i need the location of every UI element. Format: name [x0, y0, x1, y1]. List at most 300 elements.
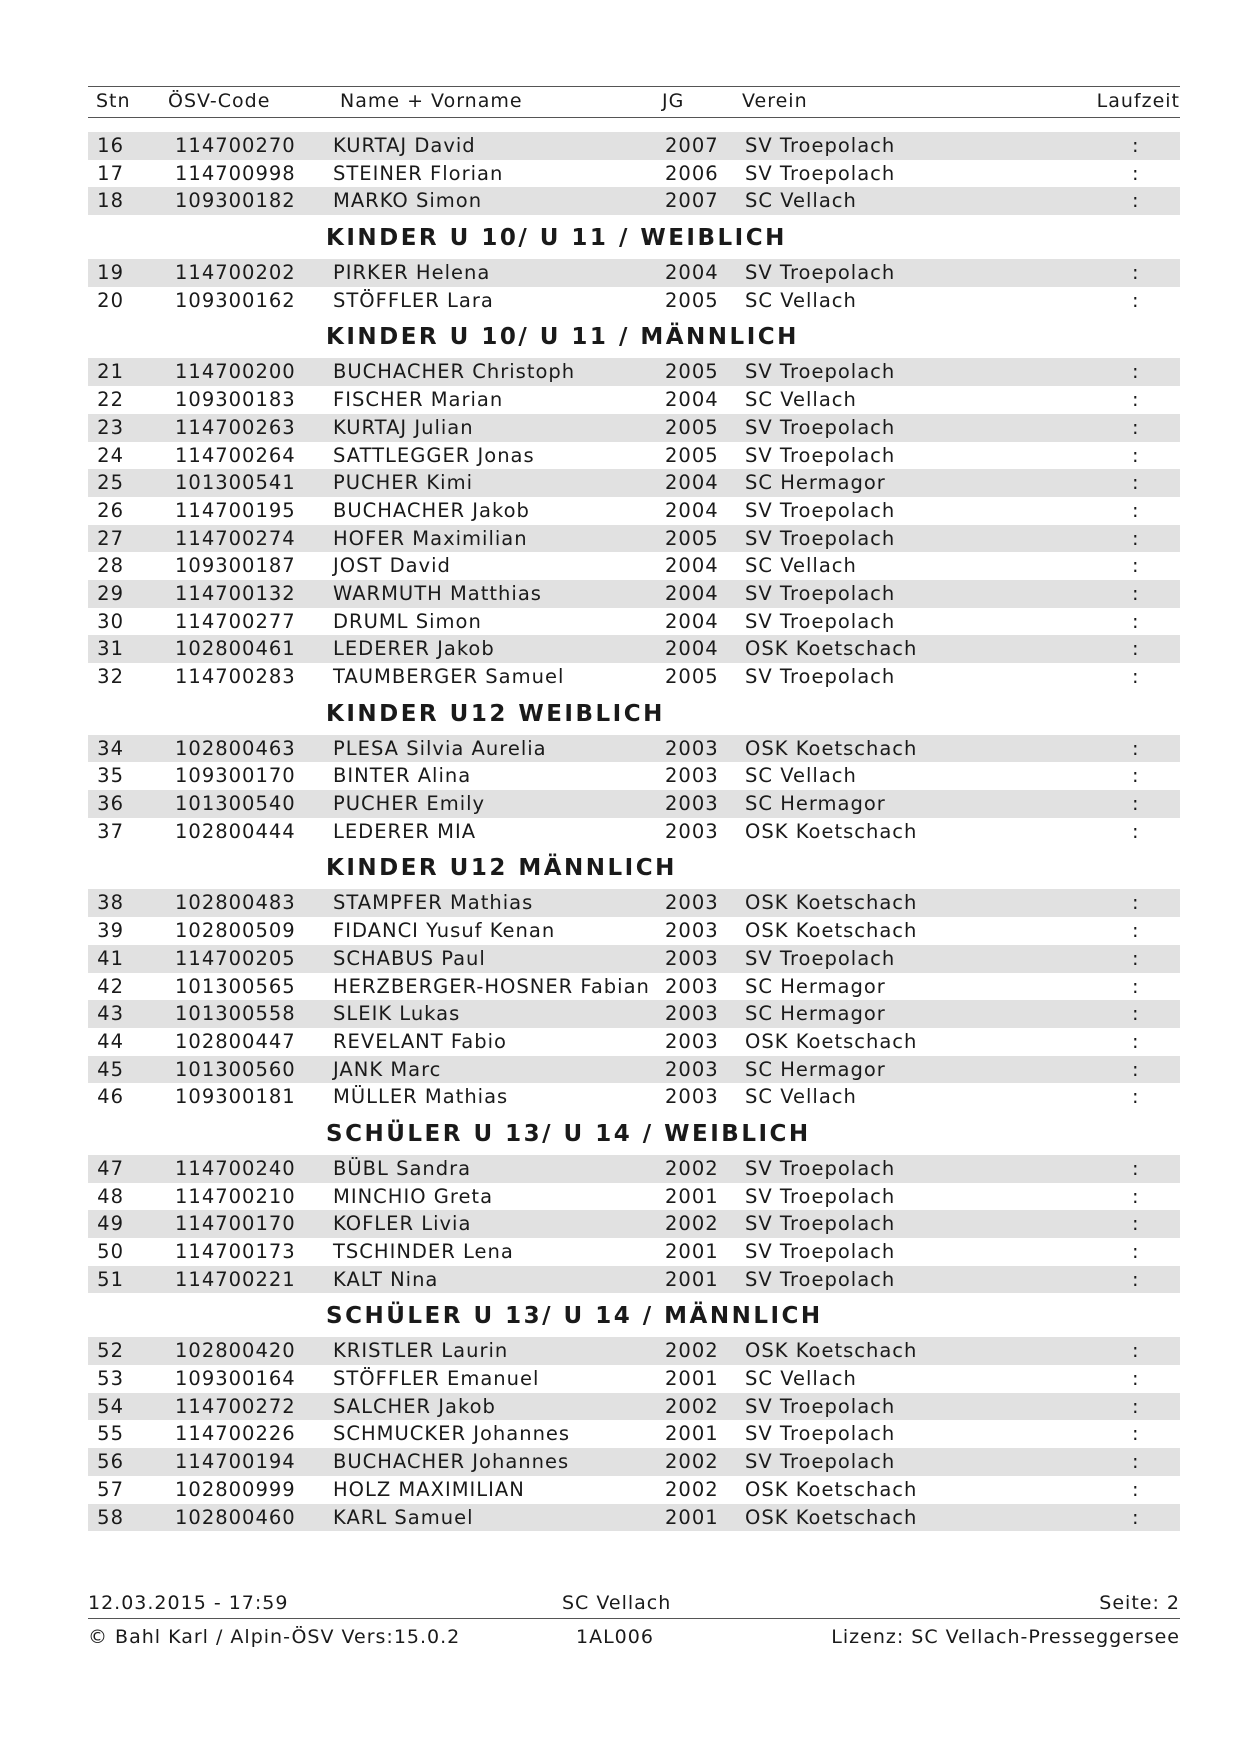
- cell-laufzeit: :: [1132, 1339, 1140, 1363]
- cell-verein: OSK Koetschach: [745, 1029, 918, 1053]
- cell-code: 102800447: [175, 1029, 296, 1053]
- cell-code: 101300560: [175, 1057, 296, 1081]
- cell-verein: SV Troepolach: [745, 360, 896, 384]
- footer-line-2: [88, 1622, 1180, 1652]
- cell-jg: 2004: [665, 498, 719, 522]
- footer-datetime: 12.03.2015 - 17:59: [88, 1592, 289, 1614]
- cell-stn: 34: [97, 736, 124, 760]
- cell-name: LEDERER Jakob: [333, 637, 495, 661]
- cell-jg: 2001: [665, 1240, 719, 1263]
- cell-code: 114700205: [175, 946, 296, 970]
- cell-jg: 2003: [665, 891, 719, 915]
- cell-laufzeit: :: [1132, 891, 1140, 915]
- cell-jg: 2001: [665, 1184, 719, 1208]
- category-heading: [88, 845, 1180, 889]
- category-title: SCHÜLER U 13/ U 14 / MÄNNLICH: [326, 1303, 823, 1330]
- cell-laufzeit: :: [1132, 415, 1140, 439]
- cell-laufzeit: :: [1132, 974, 1140, 998]
- cell-stn: 19: [97, 261, 124, 285]
- cell-code: 101300565: [175, 974, 296, 998]
- cell-code: 102800463: [175, 736, 296, 760]
- cell-jg: 2006: [665, 161, 719, 185]
- cell-stn: 50: [97, 1240, 124, 1263]
- header-jg: JG: [662, 90, 685, 112]
- cell-name: STEINER Florian: [333, 161, 504, 185]
- cell-stn: 36: [97, 792, 124, 816]
- cell-name: SLEIK Lukas: [333, 1002, 461, 1026]
- cell-name: TAUMBERGER Samuel: [333, 665, 565, 688]
- cell-verein: SV Troepolach: [745, 498, 896, 522]
- cell-stn: 41: [97, 946, 124, 970]
- cell-jg: 2003: [665, 1085, 719, 1109]
- cell-laufzeit: :: [1132, 665, 1140, 688]
- cell-jg: 2003: [665, 736, 719, 760]
- cell-verein: SV Troepolach: [745, 1184, 896, 1208]
- cell-laufzeit: :: [1132, 1394, 1140, 1418]
- table-row: [88, 386, 1180, 414]
- cell-verein: SV Troepolach: [745, 134, 896, 157]
- cell-verein: SC Hermagor: [745, 1057, 886, 1081]
- cell-stn: 30: [97, 609, 124, 633]
- table-row: [88, 497, 1180, 525]
- cell-jg: 2005: [665, 665, 719, 688]
- cell-code: 114700277: [175, 609, 296, 633]
- footer-copyright: © Bahl Karl / Alpin-ÖSV Vers:15.0.2: [88, 1626, 461, 1648]
- cell-code: 114700270: [175, 134, 296, 157]
- category-heading: [88, 1293, 1180, 1337]
- table-row: [88, 552, 1180, 580]
- cell-jg: 2004: [665, 261, 719, 285]
- cell-stn: 25: [97, 471, 124, 495]
- cell-code: 114700170: [175, 1212, 296, 1236]
- cell-name: SCHABUS Paul: [333, 946, 486, 970]
- footer-page: Seite: 2: [1099, 1592, 1180, 1614]
- cell-name: HOFER Maximilian: [333, 526, 528, 550]
- cell-laufzeit: :: [1132, 1057, 1140, 1081]
- cell-stn: 47: [97, 1156, 124, 1180]
- table-row: [88, 635, 1180, 663]
- cell-code: 114700210: [175, 1184, 296, 1208]
- category-heading: [88, 314, 1180, 358]
- cell-verein: SV Troepolach: [745, 443, 896, 467]
- cell-code: 102800509: [175, 919, 296, 943]
- cell-verein: OSK Koetschach: [745, 819, 918, 843]
- cell-stn: 58: [97, 1505, 124, 1529]
- cell-laufzeit: :: [1132, 792, 1140, 816]
- category-title: KINDER U12 MÄNNLICH: [326, 855, 677, 882]
- table-row: [88, 1476, 1180, 1504]
- cell-verein: SV Troepolach: [745, 609, 896, 633]
- cell-stn: 48: [97, 1184, 124, 1208]
- cell-laufzeit: :: [1132, 946, 1140, 970]
- cell-name: BUCHACHER Jakob: [333, 498, 530, 522]
- cell-jg: 2005: [665, 443, 719, 467]
- cell-jg: 2003: [665, 764, 719, 788]
- cell-stn: 45: [97, 1057, 124, 1081]
- cell-name: SCHMUCKER Johannes: [333, 1422, 571, 1446]
- table-row: [88, 917, 1180, 945]
- cell-jg: 2004: [665, 471, 719, 495]
- cell-stn: 18: [97, 189, 124, 213]
- cell-name: MARKO Simon: [333, 189, 483, 213]
- cell-stn: 22: [97, 388, 124, 412]
- cell-code: 109300164: [175, 1367, 296, 1391]
- footer-club: SC Vellach: [562, 1592, 672, 1614]
- cell-laufzeit: :: [1132, 1029, 1140, 1053]
- cell-laufzeit: :: [1132, 498, 1140, 522]
- cell-laufzeit: :: [1132, 554, 1140, 578]
- cell-jg: 2005: [665, 526, 719, 550]
- table-row: [88, 1028, 1180, 1056]
- cell-jg: 2003: [665, 1002, 719, 1026]
- column-header: [88, 86, 1180, 118]
- cell-laufzeit: :: [1132, 609, 1140, 633]
- cell-laufzeit: :: [1132, 288, 1140, 312]
- cell-laufzeit: :: [1132, 1422, 1140, 1446]
- cell-jg: 2002: [665, 1339, 719, 1363]
- header-stn: Stn: [96, 90, 131, 112]
- cell-laufzeit: :: [1132, 471, 1140, 495]
- cell-code: 109300170: [175, 764, 296, 788]
- cell-name: PUCHER Emily: [333, 792, 486, 816]
- table-row: [88, 818, 1180, 846]
- cell-jg: 2005: [665, 288, 719, 312]
- table-row: [88, 358, 1180, 386]
- header-verein: Verein: [742, 90, 808, 112]
- cell-verein: SV Troepolach: [745, 526, 896, 550]
- cell-laufzeit: :: [1132, 261, 1140, 285]
- cell-code: 114700194: [175, 1450, 296, 1474]
- cell-name: KRISTLER Laurin: [333, 1339, 509, 1363]
- table-row: [88, 1056, 1180, 1084]
- table-row: [88, 1266, 1180, 1294]
- cell-stn: 26: [97, 498, 124, 522]
- footer-code: 1AL006: [576, 1626, 654, 1648]
- cell-laufzeit: :: [1132, 1505, 1140, 1529]
- cell-code: 109300187: [175, 554, 296, 578]
- category-heading: [88, 1111, 1180, 1155]
- table-row: [88, 889, 1180, 917]
- cell-jg: 2002: [665, 1156, 719, 1180]
- cell-laufzeit: :: [1132, 134, 1140, 157]
- header-laufzeit: Laufzeit: [1096, 90, 1180, 112]
- cell-laufzeit: :: [1132, 1240, 1140, 1263]
- cell-stn: 53: [97, 1367, 124, 1391]
- cell-name: PUCHER Kimi: [333, 471, 473, 495]
- cell-jg: 2004: [665, 637, 719, 661]
- table-row: [88, 973, 1180, 1001]
- cell-verein: SV Troepolach: [745, 1267, 896, 1291]
- cell-verein: SC Hermagor: [745, 792, 886, 816]
- cell-verein: SV Troepolach: [745, 1394, 896, 1418]
- cell-jg: 2001: [665, 1505, 719, 1529]
- cell-code: 114700274: [175, 526, 296, 550]
- table-row: [88, 1183, 1180, 1211]
- cell-name: BINTER Alina: [333, 764, 472, 788]
- cell-code: 102800461: [175, 637, 296, 661]
- cell-name: PLESA Silvia Aurelia: [333, 736, 547, 760]
- cell-name: KARL Samuel: [333, 1505, 474, 1529]
- cell-verein: OSK Koetschach: [745, 1505, 918, 1529]
- cell-name: STÖFFLER Emanuel: [333, 1367, 540, 1391]
- cell-stn: 31: [97, 637, 124, 661]
- cell-name: STÖFFLER Lara: [333, 288, 494, 312]
- cell-code: 102800483: [175, 891, 296, 915]
- table-row: [88, 525, 1180, 553]
- cell-jg: 2004: [665, 609, 719, 633]
- cell-stn: 57: [97, 1477, 124, 1501]
- cell-name: MÜLLER Mathias: [333, 1085, 509, 1109]
- cell-jg: 2002: [665, 1394, 719, 1418]
- table-row: [88, 469, 1180, 497]
- cell-jg: 2003: [665, 946, 719, 970]
- table-row: [88, 1420, 1180, 1448]
- cell-code: 114700283: [175, 665, 296, 688]
- cell-stn: 39: [97, 919, 124, 943]
- cell-code: 109300182: [175, 189, 296, 213]
- cell-code: 114700226: [175, 1422, 296, 1446]
- cell-laufzeit: :: [1132, 736, 1140, 760]
- cell-laufzeit: :: [1132, 161, 1140, 185]
- table-row: [88, 414, 1180, 442]
- cell-name: KURTAJ David: [333, 134, 476, 157]
- cell-name: TSCHINDER Lena: [333, 1240, 514, 1263]
- cell-stn: 44: [97, 1029, 124, 1053]
- cell-stn: 56: [97, 1450, 124, 1474]
- cell-code: 114700221: [175, 1267, 296, 1291]
- footer-line-1: [88, 1588, 1180, 1619]
- cell-jg: 2004: [665, 388, 719, 412]
- cell-verein: OSK Koetschach: [745, 891, 918, 915]
- cell-stn: 42: [97, 974, 124, 998]
- cell-verein: OSK Koetschach: [745, 1477, 918, 1501]
- cell-code: 114700263: [175, 415, 296, 439]
- cell-jg: 2007: [665, 189, 719, 213]
- cell-stn: 38: [97, 891, 124, 915]
- table-row: [88, 1393, 1180, 1421]
- category-title: KINDER U 10/ U 11 / MÄNNLICH: [326, 324, 799, 351]
- cell-code: 101300540: [175, 792, 296, 816]
- cell-code: 114700264: [175, 443, 296, 467]
- cell-verein: SV Troepolach: [745, 1212, 896, 1236]
- table-row: [88, 663, 1180, 691]
- table-row: [88, 1000, 1180, 1028]
- cell-jg: 2003: [665, 1029, 719, 1053]
- cell-verein: SC Vellach: [745, 189, 857, 213]
- cell-verein: SV Troepolach: [745, 946, 896, 970]
- cell-name: BÜBL Sandra: [333, 1156, 472, 1180]
- cell-verein: SC Hermagor: [745, 1002, 886, 1026]
- table-row: [88, 287, 1180, 315]
- cell-verein: SC Vellach: [745, 1085, 857, 1109]
- cell-laufzeit: :: [1132, 1085, 1140, 1109]
- cell-code: 102800999: [175, 1477, 296, 1501]
- cell-jg: 2004: [665, 554, 719, 578]
- cell-jg: 2003: [665, 819, 719, 843]
- table-row: [88, 1504, 1180, 1532]
- cell-name: SALCHER Jakob: [333, 1394, 496, 1418]
- cell-name: PIRKER Helena: [333, 261, 491, 285]
- cell-verein: SV Troepolach: [745, 415, 896, 439]
- cell-code: 102800460: [175, 1505, 296, 1529]
- table-row: [88, 1337, 1180, 1365]
- cell-laufzeit: :: [1132, 388, 1140, 412]
- cell-code: 109300183: [175, 388, 296, 412]
- cell-verein: SV Troepolach: [745, 1240, 896, 1263]
- cell-laufzeit: :: [1132, 1156, 1140, 1180]
- cell-verein: OSK Koetschach: [745, 736, 918, 760]
- cell-name: SATTLEGGER Jonas: [333, 443, 535, 467]
- cell-code: 109300181: [175, 1085, 296, 1109]
- table-row: [88, 1365, 1180, 1393]
- table-row: [88, 160, 1180, 188]
- cell-name: HERZBERGER-HOSNER Fabian: [333, 974, 650, 998]
- table-row: [88, 132, 1180, 160]
- cell-name: BUCHACHER Johannes: [333, 1450, 570, 1474]
- cell-jg: 2005: [665, 415, 719, 439]
- table-row: [88, 735, 1180, 763]
- cell-verein: SV Troepolach: [745, 261, 896, 285]
- cell-name: MINCHIO Greta: [333, 1184, 494, 1208]
- cell-stn: 46: [97, 1085, 124, 1109]
- table-row: [88, 1448, 1180, 1476]
- table-row: [88, 442, 1180, 470]
- cell-verein: SC Vellach: [745, 1367, 857, 1391]
- cell-jg: 2004: [665, 581, 719, 605]
- cell-stn: 51: [97, 1267, 124, 1291]
- cell-stn: 29: [97, 581, 124, 605]
- table-row: [88, 608, 1180, 636]
- cell-verein: OSK Koetschach: [745, 1339, 918, 1363]
- cell-code: 114700202: [175, 261, 296, 285]
- cell-verein: OSK Koetschach: [745, 637, 918, 661]
- cell-verein: SC Vellach: [745, 554, 857, 578]
- start-list: [88, 132, 1180, 1531]
- cell-verein: OSK Koetschach: [745, 919, 918, 943]
- cell-name: BUCHACHER Christoph: [333, 360, 576, 384]
- cell-verein: SV Troepolach: [745, 581, 896, 605]
- table-row: [88, 1210, 1180, 1238]
- cell-laufzeit: :: [1132, 1367, 1140, 1391]
- cell-jg: 2003: [665, 792, 719, 816]
- cell-name: FISCHER Marian: [333, 388, 504, 412]
- cell-laufzeit: :: [1132, 637, 1140, 661]
- cell-code: 114700272: [175, 1394, 296, 1418]
- cell-verein: SV Troepolach: [745, 665, 896, 688]
- cell-jg: 2001: [665, 1267, 719, 1291]
- cell-name: DRUML Simon: [333, 609, 482, 633]
- cell-jg: 2001: [665, 1422, 719, 1446]
- cell-name: HOLZ MAXIMILIAN: [333, 1477, 525, 1501]
- cell-verein: SC Hermagor: [745, 974, 886, 998]
- cell-stn: 20: [97, 288, 124, 312]
- footer-license: Lizenz: SC Vellach-Presseggersee: [831, 1626, 1180, 1648]
- table-row: [88, 1083, 1180, 1111]
- cell-name: JANK Marc: [333, 1057, 442, 1081]
- cell-laufzeit: :: [1132, 764, 1140, 788]
- cell-stn: 28: [97, 554, 124, 578]
- cell-laufzeit: :: [1132, 1002, 1140, 1026]
- cell-name: LEDERER MIA: [333, 819, 477, 843]
- cell-laufzeit: :: [1132, 360, 1140, 384]
- cell-laufzeit: :: [1132, 189, 1140, 213]
- cell-verein: SC Vellach: [745, 288, 857, 312]
- table-row: [88, 187, 1180, 215]
- cell-stn: 17: [97, 161, 124, 185]
- cell-laufzeit: :: [1132, 443, 1140, 467]
- cell-name: JOST David: [333, 554, 451, 578]
- table-row: [88, 259, 1180, 287]
- table-row: [88, 945, 1180, 973]
- cell-name: REVELANT Fabio: [333, 1029, 507, 1053]
- table-row: [88, 790, 1180, 818]
- category-heading: [88, 215, 1180, 259]
- cell-laufzeit: :: [1132, 919, 1140, 943]
- category-title: KINDER U 10/ U 11 / WEIBLICH: [326, 225, 787, 252]
- cell-verein: SV Troepolach: [745, 1422, 896, 1446]
- cell-stn: 27: [97, 526, 124, 550]
- cell-code: 114700132: [175, 581, 296, 605]
- cell-verein: SC Hermagor: [745, 471, 886, 495]
- cell-laufzeit: :: [1132, 526, 1140, 550]
- cell-verein: SV Troepolach: [745, 1450, 896, 1474]
- cell-laufzeit: :: [1132, 1184, 1140, 1208]
- cell-name: FIDANCI Yusuf Kenan: [333, 919, 556, 943]
- cell-code: 101300558: [175, 1002, 296, 1026]
- cell-jg: 2002: [665, 1477, 719, 1501]
- cell-code: 114700195: [175, 498, 296, 522]
- cell-code: 101300541: [175, 471, 296, 495]
- cell-jg: 2007: [665, 134, 719, 157]
- header-code: ÖSV-Code: [168, 90, 271, 112]
- cell-stn: 37: [97, 819, 124, 843]
- cell-stn: 55: [97, 1422, 124, 1446]
- cell-jg: 2003: [665, 1057, 719, 1081]
- cell-jg: 2005: [665, 360, 719, 384]
- category-heading: [88, 691, 1180, 735]
- cell-laufzeit: :: [1132, 1450, 1140, 1474]
- cell-jg: 2003: [665, 974, 719, 998]
- cell-laufzeit: :: [1132, 819, 1140, 843]
- cell-name: KOFLER Livia: [333, 1212, 472, 1236]
- cell-jg: 2001: [665, 1367, 719, 1391]
- cell-code: 114700240: [175, 1156, 296, 1180]
- table-row: [88, 762, 1180, 790]
- table-row: [88, 1155, 1180, 1183]
- cell-stn: 16: [97, 134, 124, 157]
- cell-stn: 49: [97, 1212, 124, 1236]
- cell-code: 114700200: [175, 360, 296, 384]
- header-name: Name + Vorname: [340, 90, 523, 112]
- cell-name: KALT Nina: [333, 1267, 439, 1291]
- cell-stn: 32: [97, 665, 124, 688]
- cell-laufzeit: :: [1132, 1212, 1140, 1236]
- cell-laufzeit: :: [1132, 1477, 1140, 1501]
- cell-name: WARMUTH Matthias: [333, 581, 542, 605]
- cell-code: 114700998: [175, 161, 296, 185]
- cell-code: 114700173: [175, 1240, 296, 1263]
- results-page: [88, 86, 1180, 1531]
- cell-name: KURTAJ Julian: [333, 415, 474, 439]
- cell-verein: SC Vellach: [745, 388, 857, 412]
- cell-jg: 2003: [665, 919, 719, 943]
- cell-code: 102800444: [175, 819, 296, 843]
- table-row: [88, 580, 1180, 608]
- category-title: KINDER U12 WEIBLICH: [326, 700, 665, 727]
- cell-verein: SC Vellach: [745, 764, 857, 788]
- cell-jg: 2002: [665, 1212, 719, 1236]
- cell-stn: 24: [97, 443, 124, 467]
